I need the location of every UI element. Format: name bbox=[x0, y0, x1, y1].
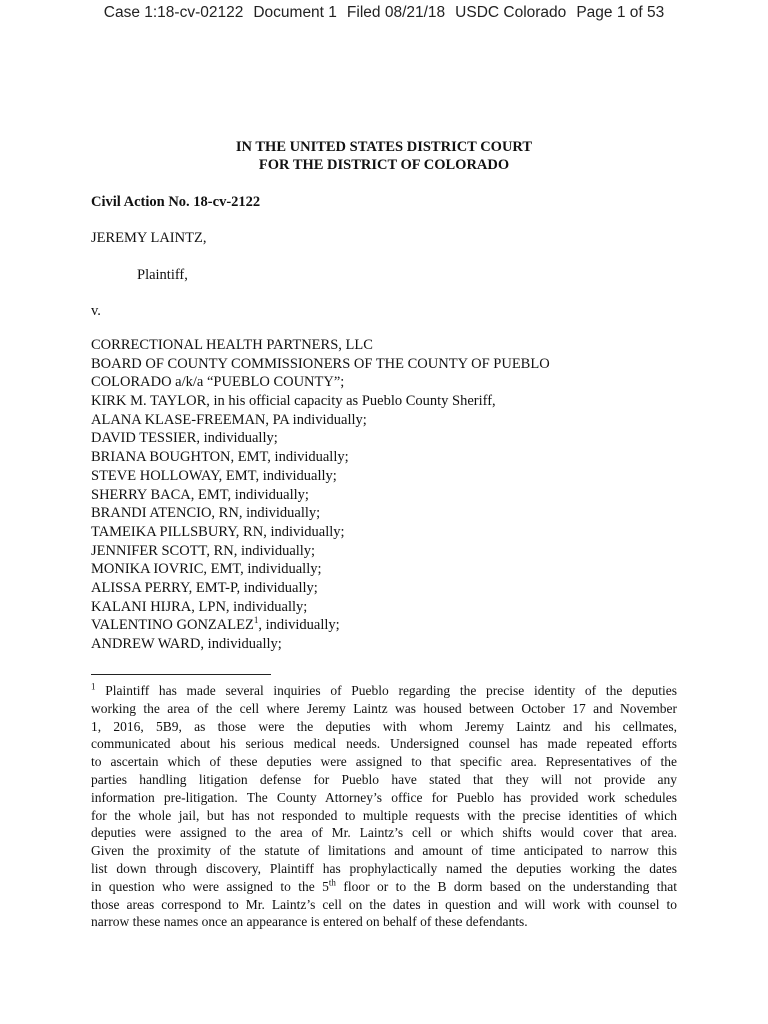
footnote-line: narrow these names once an appearance is entered on behalf of these defendants. bbox=[91, 914, 528, 930]
defendant-line: BRIANA BOUGHTON, EMT, individually; bbox=[91, 449, 349, 466]
footnote-line: those areas correspond to Mr. Laintz’s cell on the dates in question and will work with counsel to bbox=[91, 896, 677, 912]
defendant-line-gonzalez bbox=[91, 616, 550, 635]
document-number: Document 1 bbox=[253, 4, 337, 21]
defendant-line: CORRECTIONAL HEALTH PARTNERS, LLC bbox=[91, 337, 373, 353]
filing-header bbox=[0, 0, 768, 26]
footnote-line: communicated about his serious medical needs. Undersigned counsel has made repeated efforts bbox=[91, 736, 677, 752]
defendant-line: BOARD OF COUNTY COMMISSIONERS OF THE COUNTY OF PUEBLO bbox=[91, 355, 550, 372]
footnote-line: for the whole jail, but has not responded to multiple requests with the precise identities of which bbox=[91, 807, 677, 823]
plaintiff-name: JEREMY LAINTZ, bbox=[91, 230, 207, 246]
page-indicator: Page 1 of 53 bbox=[576, 4, 665, 21]
civil-action-number: Civil Action No. 18-cv-2122 bbox=[91, 194, 261, 210]
footnote-separator bbox=[91, 674, 271, 675]
defendant-line: ANDREW WARD, individually; bbox=[91, 636, 282, 652]
defendant-line: KIRK M. TAYLOR, in his official capacity as Pueblo County Sheriff, bbox=[91, 393, 496, 410]
defendant-capacity: , individually; bbox=[258, 617, 340, 634]
footnote-line: to ascertain which of these deputies were assigned to that specific area. Representatives of the bbox=[91, 754, 677, 770]
footnote-line: information pre-litigation. The County Attorney’s office for Pueblo has provided work schedules bbox=[91, 789, 677, 805]
case-number: Case 1:18-cv-02122 bbox=[103, 4, 244, 21]
footnote-reference: 1 bbox=[253, 615, 259, 626]
court-short-name: USDC Colorado bbox=[455, 4, 567, 21]
defendant-line: BRANDI ATENCIO, RN, individually; bbox=[91, 505, 321, 522]
defendant-line: STEVE HOLLOWAY, EMT, individually; bbox=[91, 467, 337, 484]
court-caption bbox=[0, 138, 768, 174]
footnote-line: parties handling litigation defense for Pueblo have stated that they will not provide any bbox=[91, 771, 677, 787]
defendant-line: ALANA KLASE-FREEMAN, PA individually; bbox=[91, 411, 367, 428]
filed-date: Filed 08/21/18 bbox=[346, 4, 446, 21]
defendant-line: TAMEIKA PILLSBURY, RN, individually; bbox=[91, 523, 345, 540]
footnote-mark: 1 bbox=[91, 681, 96, 692]
defendant-line: DAVID TESSIER, individually; bbox=[91, 430, 278, 447]
ordinal-suffix: th bbox=[328, 877, 336, 888]
footnote-line: in question who were assigned to the 5th floor or to the B dorm based on the understanding that bbox=[91, 877, 677, 894]
footnote-line: working the area of the cell where Jeremy Laintz was housed between October 17 and November bbox=[91, 700, 677, 716]
court-title-line2: FOR THE DISTRICT OF COLORADO bbox=[258, 157, 510, 173]
plaintiff-role: Plaintiff, bbox=[137, 267, 188, 283]
footnote-line: $^1$ Plaintiff has made several inquiries of Pueblo regarding the precise identity of the deputies bbox=[91, 681, 677, 698]
footnote-line: 1, 2016, 5B9, as those were the deputies with whom Jeremy Laintz and his cellmates, bbox=[91, 718, 677, 734]
footnote-line: list down through discovery, Plaintiff has prophylactically named the deputies working the dates bbox=[91, 860, 677, 876]
court-title-line1: IN THE UNITED STATES DISTRICT COURT bbox=[235, 139, 533, 155]
defendant-line: KALANI HIJRA, LPN, individually; bbox=[91, 598, 308, 615]
defendants-list bbox=[91, 336, 550, 654]
footnote-line: deputies were assigned to the area of Mr. Laintz’s cell or which shifts would cover that area. bbox=[91, 825, 677, 841]
footnote-line: Given the proximity of the statute of limitations and amount of time anticipated to narrow this bbox=[91, 843, 677, 859]
defendant-line: JENNIFER SCOTT, RN, individually; bbox=[91, 542, 316, 559]
defendant-line: SHERRY BACA, EMT, individually; bbox=[91, 486, 309, 503]
defendant-line: MONIKA IOVRIC, EMT, individually; bbox=[91, 561, 322, 578]
footnote bbox=[91, 682, 677, 931]
defendant-name: VALENTINO GONZALEZ bbox=[91, 617, 254, 634]
defendant-line: ALISSA PERRY, EMT-P, individually; bbox=[91, 579, 318, 596]
defendant-line: COLORADO a/k/a “PUEBLO COUNTY”; bbox=[91, 374, 345, 391]
versus-marker: v. bbox=[91, 303, 101, 319]
